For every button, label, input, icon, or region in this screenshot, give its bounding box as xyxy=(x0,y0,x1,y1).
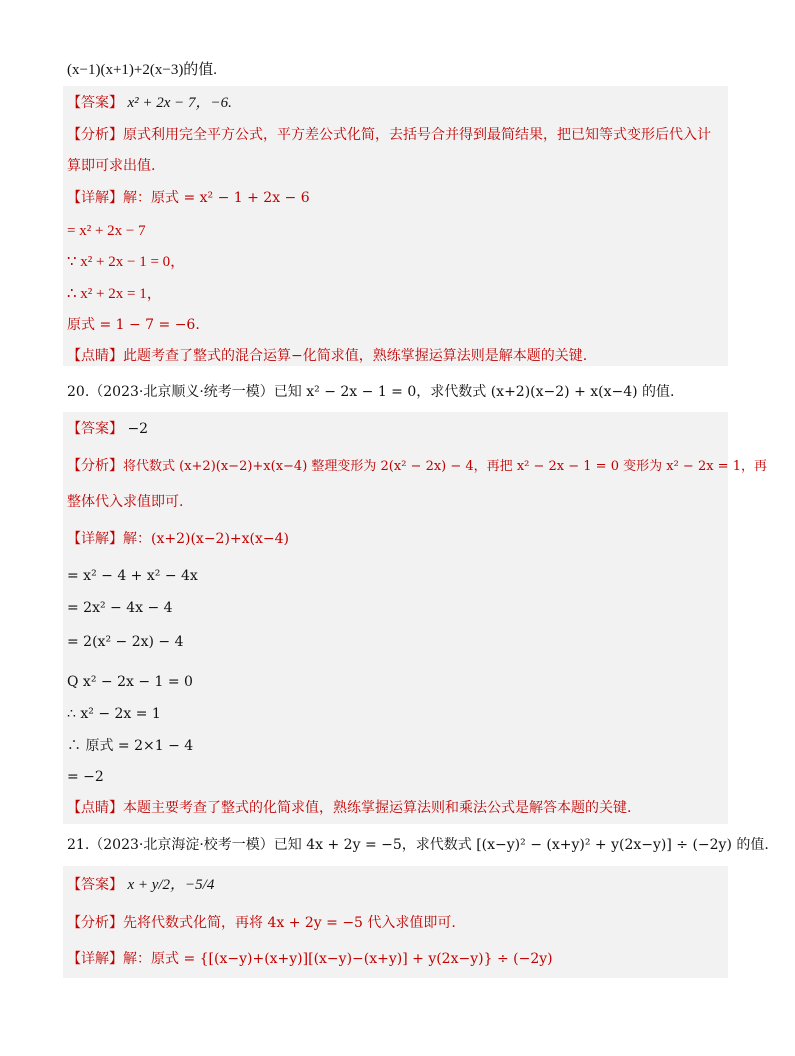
analysis-tag: 【分析】 xyxy=(67,127,123,143)
q19-point-line xyxy=(67,346,587,366)
q19-point-text: 此题考查了整式的混合运算−化简求值，熟练掌握运算法则是解本题的关键. xyxy=(123,348,588,364)
q19-analysis-line-1 xyxy=(67,125,711,145)
q21-detail-line-1 xyxy=(67,949,553,969)
q20-point-line xyxy=(67,798,631,818)
q19-detail-line-5: 原式 = 1 − 7 = −6. xyxy=(67,317,200,333)
q20-point-text: 本题主要考查了整式的化简求值，熟练掌握运算法则和乘法公式是解答本题的关键. xyxy=(123,800,632,816)
q19-detail-line-4: ∴ x² + 2x = 1， xyxy=(67,286,162,302)
q20-detail-text-1: 解：(x+2)(x−2)+x(x−4) xyxy=(123,531,289,547)
q20-detail-line-8: = −2 xyxy=(67,769,104,785)
point-tag: 【点睛】 xyxy=(67,800,123,816)
q20-detail-line-6: ∴ x² − 2x = 1 xyxy=(67,706,161,722)
answer-tag: 【答案】 xyxy=(67,421,123,437)
q20-analysis-line-2: 整体代入求值即可. xyxy=(67,494,184,510)
q21-analysis-line-1 xyxy=(67,913,456,933)
q19-answer-value: x² + 2x − 7，−6. xyxy=(127,95,232,111)
q19-detail-text-1: 解：原式 = x² − 1 + 2x − 6 xyxy=(123,190,310,206)
analysis-tag: 【分析】 xyxy=(67,915,123,931)
q21-answer xyxy=(67,875,214,895)
analysis-tag: 【分析】 xyxy=(67,458,123,474)
q20-analysis-line-1 xyxy=(67,456,767,477)
answer-tag: 【答案】 xyxy=(67,95,123,111)
q21-answer-value: x + y/2，−5/4 xyxy=(127,877,215,893)
q20-detail-line-3: = 2x² − 4x − 4 xyxy=(67,600,173,616)
q20-answer xyxy=(67,419,148,439)
q20-detail-line-1 xyxy=(67,529,289,549)
q21-analysis-text-1: 先将代数式化简，再将 4x + 2y = −5 代入求值即可. xyxy=(123,915,456,931)
q20-detail-line-4: = 2(x² − 2x) − 4 xyxy=(67,634,184,650)
q21-stem: 21.（2023·北京海淀·校考一模）已知 4x + 2y = −5，求代数式 [(x−y)² − (x+y)² + y(2x−y)] ÷ (−2y) 的值. xyxy=(67,837,769,853)
q21-detail-text-1: 解：原式 = {[(x−y)+(x+y)][(x−y)−(x+y)] + y(2x−y)} ÷ (−2y) xyxy=(123,951,553,967)
detail-tag: 【详解】 xyxy=(67,951,123,967)
q19-detail-line-1 xyxy=(67,188,310,208)
detail-tag: 【详解】 xyxy=(67,531,123,547)
q19-detail-line-2: = x² + 2x − 7 xyxy=(67,223,146,239)
q20-answer-value: −2 xyxy=(127,421,149,437)
q19-stem: (x−1)(x+1)+2(x−3)的值. xyxy=(67,62,218,78)
answer-tag: 【答案】 xyxy=(67,877,123,893)
q20-detail-line-7: ∴ 原式 = 2×1 − 4 xyxy=(67,738,194,754)
q19-detail-line-3: ∵ x² + 2x − 1 = 0， xyxy=(67,254,186,270)
point-tag: 【点睛】 xyxy=(67,348,123,364)
q20-analysis-text-1: 将代数式 (x+2)(x−2)+x(x−4) 整理变形为 2(x² − 2x) − 4，再把 x² − 2x − 1 = 0 变形为 x² − 2x = 1，再 xyxy=(123,459,767,474)
q20-stem: 20.（2023·北京顺义·统考一模）已知 x² − 2x − 1 = 0，求代数式 (x+2)(x−2) + x(x−4) 的值. xyxy=(67,384,675,400)
q20-detail-line-5: Q x² − 2x − 1 = 0 xyxy=(67,674,193,690)
detail-tag: 【详解】 xyxy=(67,190,123,206)
q19-analysis-line-2: 算即可求出值. xyxy=(67,158,156,174)
q19-analysis-text-1: 原式利用完全平方公式，平方差公式化简，去括号合并得到最简结果，把已知等式变形后代入计 xyxy=(123,127,711,143)
q20-detail-line-2: = x² − 4 + x² − 4x xyxy=(67,568,198,584)
q19-answer xyxy=(67,93,232,113)
